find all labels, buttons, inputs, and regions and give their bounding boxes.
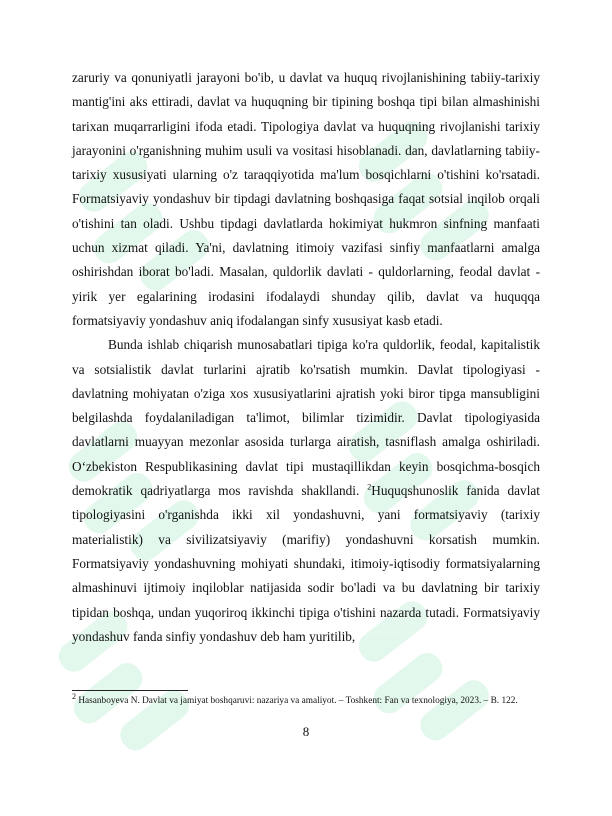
paragraph-1: zaruriy va qonuniyatli jarayoni bo'ib, u davlat va huquq rivojlanishining tabiiy-tarixiy mantig'ini aks ettiradi, davlat va huquqning bir tipining boshqa tipi bilan almashinishi tarixan muqarrarligini ifoda etadi. Tipologiya davlat va huquqning rivojlanishi tarixiy jarayonini o'rganishning muhim usuli va vositasi hisoblanadi. dan, davlatlarning tabiiy-tarixiy xususiyati ularning o'z taraqqiyotida ma'lum bosqichlarni o'tishini ko'rsatadi. Formatsiyaviy yondashuv bir tipdagi davlatning boshqasiga faqat sotsial inqilob orqali o'tishini tan oladi. Ushbu tipdagi davlatlarda hokimiyat hukmron sinfning manfaati uchun xizmat qiladi. Ya'ni, davlatning itimoiy vazifasi sinfiy manfaatlarni amalga oshirishdan iborat bo'ladi. Masalan, quldorlik davlati - quldorlarning, feodal davlat - yirik yer egalarining irodasini ifodalaydi shunday qilib, davlat va huquqqa formatsiyaviy yondashuv aniq ifodalangan sinfy xususiyat kasb etadi. [72, 70, 540, 328]
footnote-number: 2 [72, 691, 76, 701]
footnote [72, 691, 540, 708]
paragraph-2-text: Bunda ishlab chiqarish munosabatlari tipiga ko'ra quldorlik, feodal, kapitalistik va sotsialistik davlat turlarini ajratib ko'rsatish mumkin. Davlat tipologiyasi - davlatning mohiyatan o'ziga xos xususiyatlarini ajratish yoki biror tipga mansubligini belgilashda foydalaniladigan ta'limot, bilimlar tizimidir. Davlat tipologiyasida davlatlarni muayyan mezonlar asosida turlarga airatish, tasniflash amalga oshiriladi. O‘zbekiston Respublikasining davlat tipi mustaqillikdan keyin bosqichma-bosqich demokratik qadriyatlarga mos ravishda shakllandi. [72, 337, 540, 499]
paragraph-2-continued: Huquqshunoslik fanida davlat tipologiyasini o'rganishda ikki xil yondashuvni, yani formatsiyaviy (tarixiy materialistik) va sivilizatsiyaviy (marifiy) yondashuvni korsatish mumkin. Formatsiyaviy yondashuvning mohiyati shundaki, itimoiy-iqtisodiy formatsiyalarning almashinuvi ijtimoiy inqiloblar natijasida sodir bo'ladi va bu davlatning bir tarixiy tipidan boshqa, undan yuqoriroq ikkinchi tipiga o'tishini nazarda tutadi. Formatsiyaviy yondashuv fanda sinfiy yondashuv deb ham yuritilib, [72, 483, 540, 644]
paragraph-2 [72, 333, 540, 649]
footnote-text: Hasanboyeva N. Davlat va jamiyat boshqaruvi: nazariya va amaliyot. – Toshkent: Fan va texnologiya, 2023. – B. 122. [76, 696, 518, 706]
page-body [72, 66, 540, 649]
footnote-divider [72, 690, 188, 691]
page-number: 8 [302, 724, 310, 739]
footnote-reference[interactable]: 2 [367, 482, 372, 492]
